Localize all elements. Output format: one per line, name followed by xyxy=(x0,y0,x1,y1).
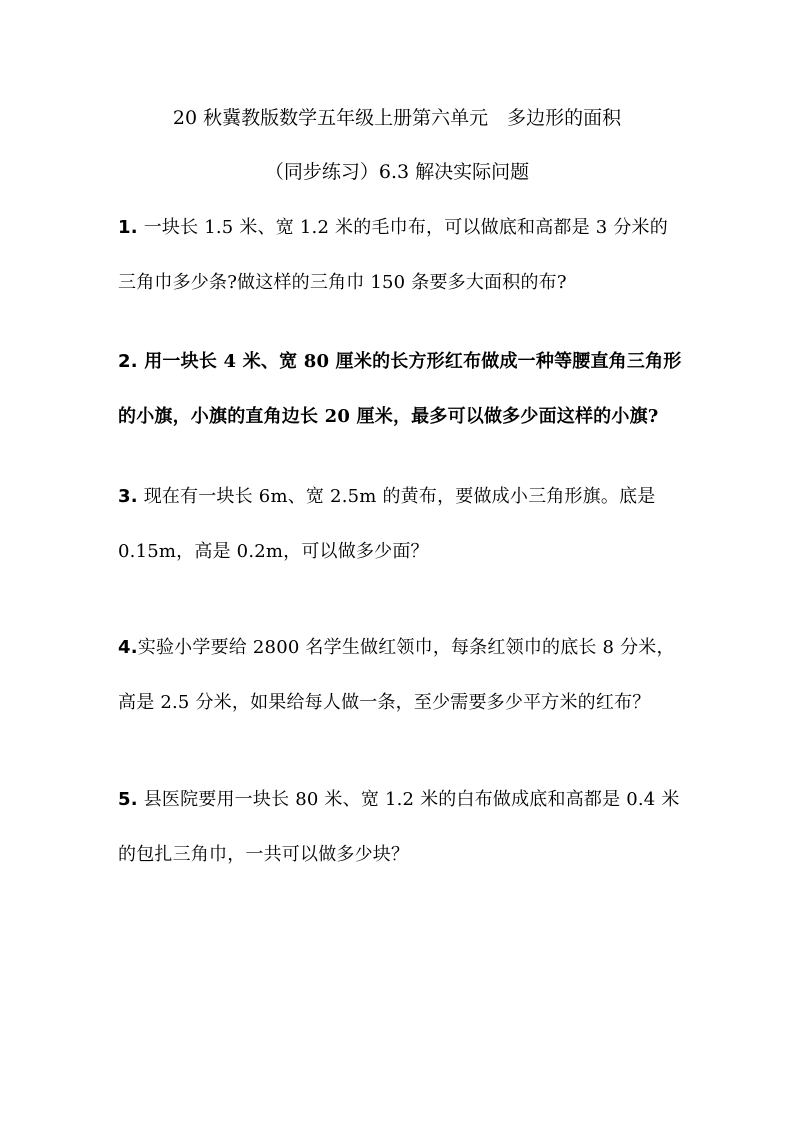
problem-3-number: 3. xyxy=(118,486,138,507)
problem-2-text-line-1: 用一块长 4 米、宽 80 厘米的长方形红布做成一种等腰直角三角形 xyxy=(144,351,682,372)
document-title-line-1: 20 秋冀教版数学五年级上册第六单元 多边形的面积 xyxy=(172,107,622,129)
problem-4-line-1 xyxy=(118,636,698,660)
problem-4-line-2: 高是 2.5 分米，如果给每人做一条，至少需要多少平方米的红布？ xyxy=(118,692,651,713)
problem-5 xyxy=(118,788,698,867)
problem-1-number: 1. xyxy=(118,217,138,238)
problem-5-text-line-1: 县医院要用一块长 80 米、宽 1.2 米的白布做成底和高都是 0.4 米 xyxy=(143,789,680,810)
document-title-line-2: （同步练习）6.3 解决实际问题 xyxy=(264,161,530,183)
problem-5-number: 5. xyxy=(118,789,138,810)
problem-2 xyxy=(118,350,698,429)
problem-1 xyxy=(118,216,698,295)
problem-1-line-1 xyxy=(118,216,698,240)
problem-2-line-1 xyxy=(118,350,698,374)
problem-3-text-line-1: 现在有一块长 6m、宽 2.5m 的黄布，要做成小三角形旗。底是 xyxy=(143,486,656,507)
problem-3-line-2: 0.15m，高是 0.2m，可以做多少面？ xyxy=(118,541,429,562)
problem-4-text-line-1: 实验小学要给 2800 名学生做红领巾，每条红领巾的底长 8 分米， xyxy=(137,637,675,658)
problem-5-line-2: 的包扎三角巾，一共可以做多少块？ xyxy=(118,844,410,865)
problem-2-line-2: 的小旗，小旗的直角边长 20 厘米，最多可以做多少面这样的小旗? xyxy=(118,406,659,427)
problem-4 xyxy=(118,636,698,715)
problem-3-line-1 xyxy=(118,485,698,509)
problem-4-number: 4. xyxy=(118,637,138,658)
problem-2-number: 2. xyxy=(118,351,138,372)
problem-1-text-line-1: 一块长 1.5 米、宽 1.2 米的毛巾布，可以做底和高都是 3 分米的 xyxy=(143,217,668,238)
problem-1-line-2: 三角巾多少条?做这样的三角巾 150 条要多大面积的布? xyxy=(118,272,567,293)
problem-3 xyxy=(118,485,698,564)
problem-5-line-1 xyxy=(118,788,698,812)
